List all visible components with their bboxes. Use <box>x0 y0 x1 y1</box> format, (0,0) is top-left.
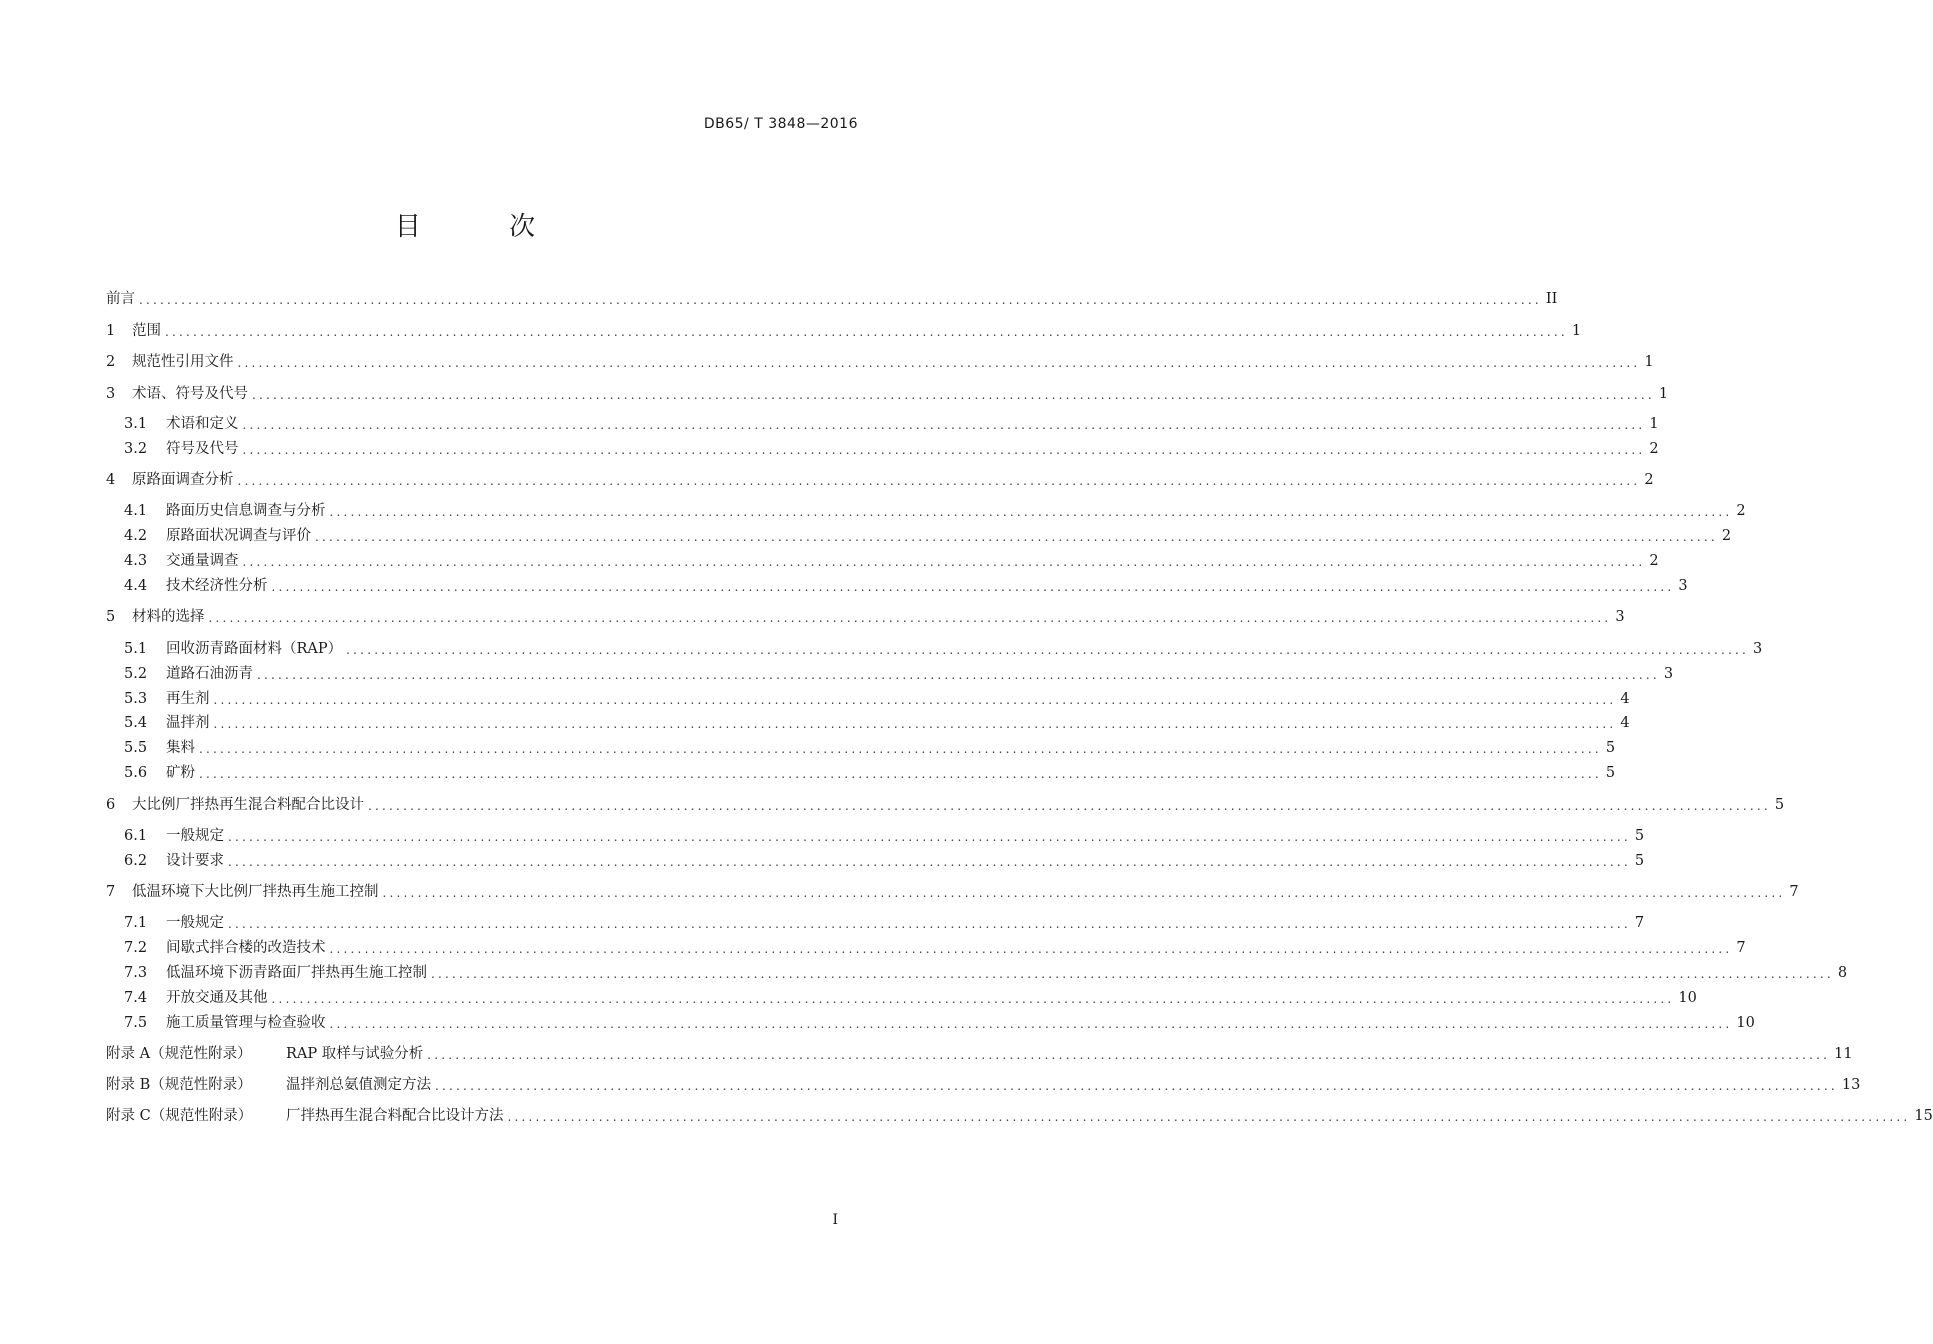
standard-code: DB65/ T 3848—2016 <box>703 116 858 132</box>
toc-entry-page: 15 <box>1914 1108 1933 1124</box>
toc-entry-number: 5 <box>106 609 116 625</box>
toc-leader-dots: ........................................................................................................................................................................................................ <box>252 388 1655 402</box>
toc-entry-number: 5.1 <box>124 641 148 657</box>
toc-entry-label: 路面历史信息调查与分析 <box>166 503 326 519</box>
toc-entry-number: 6 <box>106 797 116 813</box>
toc-leader-dots: ........................................................................................................................................................................................................ <box>199 767 1602 781</box>
toc-entry[interactable] <box>124 825 1645 847</box>
toc-entry-label: 一般规定 <box>166 915 224 931</box>
toc-entry-number: 4.2 <box>124 528 148 544</box>
toc-entry[interactable] <box>124 962 1848 984</box>
toc-entry-page: 10 <box>1736 1015 1755 1031</box>
toc-leader-dots: ........................................................................................................................................................................................................ <box>368 799 1771 813</box>
toc-entry[interactable] <box>124 987 1697 1009</box>
toc-entry-number: 5.4 <box>124 715 148 731</box>
toc-entry[interactable] <box>106 794 1785 816</box>
toc-leader-dots: ........................................................................................................................................................................................................ <box>139 293 1542 307</box>
toc-entry-number: 5.2 <box>124 666 148 682</box>
toc-leader-dots: ........................................................................................................................................................................................................ <box>237 356 1641 370</box>
toc-leader-dots: ........................................................................................................................................................................................................ <box>329 505 1733 519</box>
toc-entry-page: 3 <box>1663 666 1674 682</box>
toc-entry-page: 13 <box>1841 1077 1861 1093</box>
toc-entry-number: 4.4 <box>124 578 148 594</box>
toc-entry-label: 间歇式拌合楼的改造技术 <box>166 940 326 956</box>
toc-entry[interactable] <box>124 762 1616 784</box>
toc-entry-page: 1 <box>1649 416 1659 432</box>
toc-entry-number: 4.3 <box>124 553 148 569</box>
toc-entry-page: 5 <box>1774 797 1785 813</box>
toc-entry-page: 1 <box>1571 323 1582 339</box>
toc-leader-dots: ........................................................................................................................................................................................................ <box>329 1017 1733 1031</box>
toc-leader-dots: ........................................................................................................................................................................................................ <box>507 1110 1911 1124</box>
toc-leader-dots: ........................................................................................................................................................................................................ <box>237 474 1641 488</box>
toc-entry[interactable] <box>106 320 1582 342</box>
toc-entry-page: 10 <box>1678 990 1697 1006</box>
toc-entry-label: 技术经济性分析 <box>166 578 268 594</box>
toc-leader-dots: ........................................................................................................................................................................................................ <box>329 942 1733 956</box>
toc-entry-number: 7.2 <box>124 940 148 956</box>
toc-entry-label: 低温环境下大比例厂拌热再生施工控制 <box>132 884 379 900</box>
toc-leader-dots: ........................................................................................................................................................................................................ <box>346 643 1750 657</box>
toc-entry-page: 5 <box>1605 765 1616 781</box>
toc-entry-number: 4.1 <box>124 503 148 519</box>
toc-entry-label: 温拌剂总氨值测定方法 <box>286 1077 431 1093</box>
toc-leader-dots: ........................................................................................................................................................................................................ <box>382 886 1786 900</box>
toc-entry-page: 4 <box>1620 691 1630 707</box>
toc-entry[interactable] <box>124 438 1659 460</box>
toc-entry-number: 6.2 <box>124 853 148 869</box>
toc-entry-number: 7.3 <box>124 965 148 981</box>
toc-entry[interactable] <box>106 469 1654 491</box>
toc-entry-number: 7.1 <box>124 915 148 931</box>
toc-leader-dots: ........................................................................................................................................................................................................ <box>271 580 1675 594</box>
toc-entry-label: 规范性引用文件 <box>132 354 234 370</box>
toc-entry-label: 大比例厂拌热再生混合料配合比设计 <box>132 797 364 813</box>
toc-entry[interactable] <box>124 413 1659 435</box>
toc-entry-label: 术语和定义 <box>166 416 239 432</box>
toc-entry-label: 施工质量管理与检查验收 <box>166 1015 326 1031</box>
toc-entry-label: 原路面调查分析 <box>132 472 234 488</box>
toc-entry-number: 7 <box>106 884 116 900</box>
toc-entry-label: 原路面状况调查与评价 <box>166 528 311 544</box>
toc-entry-label: 开放交通及其他 <box>166 990 268 1006</box>
toc-leader-dots: ........................................................................................................................................................................................................ <box>435 1079 1838 1093</box>
toc-entry[interactable] <box>124 850 1645 872</box>
toc-entry-page: 3 <box>1678 578 1688 594</box>
toc-leader-dots: ........................................................................................................................................................................................................ <box>242 555 1646 569</box>
toc-entry-label: 设计要求 <box>166 853 224 869</box>
toc-leader-dots: ........................................................................................................................................................................................................ <box>228 830 1631 844</box>
toc-entry[interactable] <box>124 575 1688 597</box>
toc-entry[interactable] <box>106 383 1669 405</box>
toc-entry-label: 矿粉 <box>166 765 195 781</box>
toc-entry[interactable] <box>124 1012 1755 1034</box>
toc-leader-dots: ........................................................................................................................................................................................................ <box>228 855 1631 869</box>
page-title: 目 次 <box>394 212 576 242</box>
toc-entry-label: 范围 <box>132 323 161 339</box>
toc-entry-number: 附录 A（规范性附录） <box>106 1046 252 1062</box>
toc-entry-page: 4 <box>1620 715 1630 731</box>
page-number: I <box>832 1212 838 1228</box>
toc-entry-page: 2 <box>1649 553 1659 569</box>
toc-leader-dots: ........................................................................................................................................................................................................ <box>257 668 1660 682</box>
toc-entry[interactable] <box>106 351 1654 373</box>
toc-leader-dots: ........................................................................................................................................................................................................ <box>165 325 1568 339</box>
toc-entry-label: 低温环境下沥青路面厂拌热再生施工控制 <box>166 965 427 981</box>
toc-entry-number: 5.5 <box>124 740 148 756</box>
toc-entry-number: 1 <box>106 323 116 339</box>
toc-entry-label: 前言 <box>106 291 135 307</box>
toc-entry-number: 3.2 <box>124 441 148 457</box>
toc-entry-label: 符号及代号 <box>166 441 239 457</box>
toc-entry[interactable] <box>106 288 1558 310</box>
toc-entry-number: 5.3 <box>124 691 148 707</box>
toc-entry-page: 2 <box>1736 503 1746 519</box>
toc-entry-number: 附录 C（规范性附录） <box>106 1108 253 1124</box>
toc-entry-page: 3 <box>1615 609 1625 625</box>
toc-entry-page: 11 <box>1834 1046 1853 1062</box>
toc-leader-dots: ........................................................................................................................................................................................................ <box>228 917 1631 931</box>
toc-entry-number: 3.1 <box>124 416 148 432</box>
toc-entry-number: 7.4 <box>124 990 148 1006</box>
toc-entry[interactable] <box>106 1043 1853 1065</box>
toc-entry-page: 5 <box>1634 828 1645 844</box>
toc-entry-label: RAP 取样与试验分析 <box>286 1046 424 1062</box>
toc-entry-label: 材料的选择 <box>132 609 205 625</box>
toc-entry-page: 1 <box>1658 386 1669 402</box>
toc-entry[interactable] <box>124 912 1645 934</box>
toc-entry-page: 3 <box>1753 641 1763 657</box>
toc-entry-page: II <box>1545 291 1558 307</box>
toc-leader-dots: ........................................................................................................................................................................................................ <box>242 418 1646 432</box>
toc-entry-number: 5.6 <box>124 765 148 781</box>
toc-entry-label: 集料 <box>166 740 195 756</box>
toc-entry[interactable] <box>124 737 1616 759</box>
toc-leader-dots: ........................................................................................................................................................................................................ <box>213 717 1617 731</box>
toc-entry-page: 1 <box>1644 354 1654 370</box>
toc-entry[interactable] <box>106 881 1799 903</box>
toc-entry[interactable] <box>106 1105 1933 1127</box>
toc-entry-label: 道路石油沥青 <box>166 666 253 682</box>
toc-entry[interactable] <box>124 663 1674 685</box>
toc-entry-label: 再生剂 <box>166 691 210 707</box>
toc-entry-page: 2 <box>1644 472 1654 488</box>
toc-leader-dots: ........................................................................................................................................................................................................ <box>213 693 1617 707</box>
toc-entry-page: 2 <box>1721 528 1732 544</box>
toc-entry-number: 3 <box>106 386 116 402</box>
toc-entry-number: 附录 B（规范性附录） <box>106 1077 252 1093</box>
toc-entry-page: 2 <box>1649 441 1659 457</box>
toc-entry-page: 7 <box>1634 915 1645 931</box>
toc-entry-label: 术语、符号及代号 <box>132 386 248 402</box>
toc-entry-page: 5 <box>1605 740 1616 756</box>
toc-entry-page: 5 <box>1634 853 1645 869</box>
toc-leader-dots: ........................................................................................................................................................................................................ <box>315 530 1718 544</box>
toc-leader-dots: ........................................................................................................................................................................................................ <box>199 742 1602 756</box>
toc-entry-number: 2 <box>106 354 116 370</box>
toc-entry[interactable] <box>124 688 1630 710</box>
toc-leader-dots: ........................................................................................................................................................................................................ <box>208 611 1612 625</box>
toc-entry-label: 交通量调查 <box>166 553 239 569</box>
toc-leader-dots: ........................................................................................................................................................................................................ <box>427 1048 1831 1062</box>
toc-entry[interactable] <box>124 500 1746 522</box>
toc-entry-label: 回收沥青路面材料（RAP） <box>166 641 343 657</box>
toc-entry-page: 7 <box>1736 940 1746 956</box>
toc-entry-label: 一般规定 <box>166 828 224 844</box>
toc-entry[interactable] <box>106 606 1625 628</box>
toc-entry-page: 8 <box>1837 965 1848 981</box>
toc-entry[interactable] <box>124 937 1746 959</box>
toc-entry[interactable] <box>124 712 1630 734</box>
toc-leader-dots: ........................................................................................................................................................................................................ <box>431 967 1834 981</box>
toc-entry-number: 4 <box>106 472 116 488</box>
toc-entry-page: 7 <box>1789 884 1799 900</box>
toc-entry-label: 温拌剂 <box>166 715 210 731</box>
toc-leader-dots: ........................................................................................................................................................................................................ <box>242 443 1646 457</box>
toc-entry-number: 6.1 <box>124 828 148 844</box>
toc-entry[interactable] <box>124 638 1763 660</box>
toc-entry-label: 厂拌热再生混合料配合比设计方法 <box>286 1108 504 1124</box>
toc-entry[interactable] <box>124 525 1732 547</box>
toc-entry[interactable] <box>124 550 1659 572</box>
toc-entry[interactable] <box>106 1074 1861 1096</box>
toc-entry-number: 7.5 <box>124 1015 148 1031</box>
toc-leader-dots: ........................................................................................................................................................................................................ <box>271 992 1675 1006</box>
